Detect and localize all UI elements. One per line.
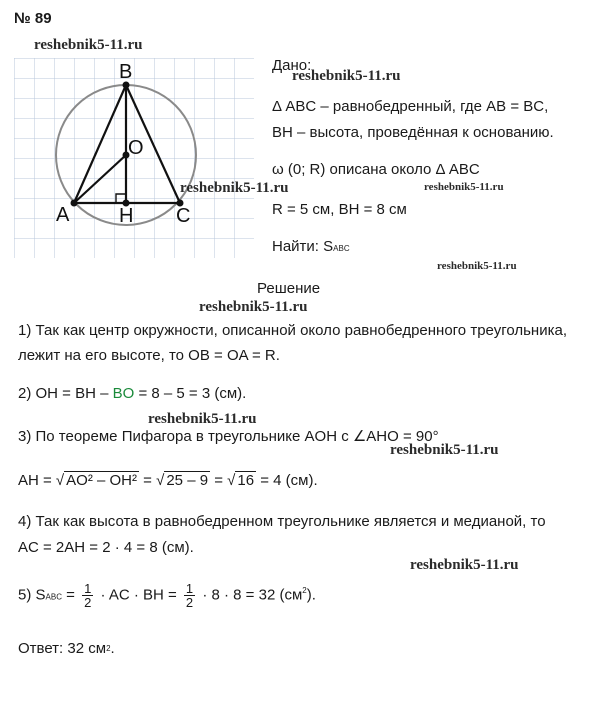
given-find: Найти: SABC — [272, 238, 350, 255]
step-1a: 1) Так как центр окружности, описанной около равнобедренного треугольника, — [18, 322, 567, 339]
watermark: reshebnik5-11.ru — [410, 557, 519, 573]
watermark: reshebnik5-11.ru — [437, 260, 517, 272]
step-1b: лежит на его высоте, то OB = OA = R. — [18, 347, 280, 364]
point-a — [71, 200, 78, 207]
step-5: 5) SABC = $\frac{1}{2}$ · AC · BH = $\frac{1}{2}$ · 8 · 8 = 32 $(см^2)$. — [18, 581, 316, 610]
step-3: 3) По теореме Пифагора в треугольнике AOH с ∠AHO = 90° — [18, 428, 439, 445]
step-3-formula: AH = √ AO² – OH² = √ 25 – 9 = √ 16 = 4 (см). — [18, 472, 318, 489]
watermark: reshebnik5-11.ru — [180, 180, 289, 196]
given-line-1: Δ ABC – равнобедренный, где AB = BC, — [272, 98, 549, 115]
given-line-4: R = 5 см, BH = 8 см — [272, 201, 407, 218]
solution-heading: Решение — [257, 280, 321, 297]
step-4a: 4) Так как высота в равнобедренном треугольнике является и медианой, то — [18, 513, 546, 530]
watermark: reshebnik5-11.ru — [34, 37, 143, 53]
given-heading: Дано: — [272, 57, 312, 74]
triangle-figure — [14, 58, 254, 268]
problem-number: № 89 — [14, 10, 52, 27]
given-line-2: BH – высота, проведённая к основанию. — [272, 124, 554, 141]
fraction-half: $\frac{1}{2}$ — [84, 581, 92, 610]
label-o: O — [128, 137, 144, 159]
label-a: A — [56, 204, 70, 226]
step-2: 2) OH = BH – BO = 8 – 5 = 3 (см). — [18, 385, 247, 402]
label-h: H — [119, 205, 134, 227]
watermark: reshebnik5-11.ru — [292, 68, 401, 84]
given-line-3: ω (0; R) описана около Δ ABC — [272, 161, 480, 178]
label-b: B — [119, 61, 133, 83]
fraction-half: $\frac{1}{2}$ — [185, 581, 194, 610]
label-c: C — [176, 205, 191, 227]
step-4b: AC = 2AH = 2 · 4 = 8 (см). — [18, 539, 194, 556]
watermark: reshebnik5-11.ru — [390, 442, 499, 458]
watermark: reshebnik5-11.ru — [199, 299, 308, 315]
watermark: reshebnik5-11.ru — [424, 181, 504, 193]
watermark: reshebnik5-11.ru — [148, 411, 257, 427]
answer: Ответ: 32 $см^2$. — [18, 640, 115, 657]
